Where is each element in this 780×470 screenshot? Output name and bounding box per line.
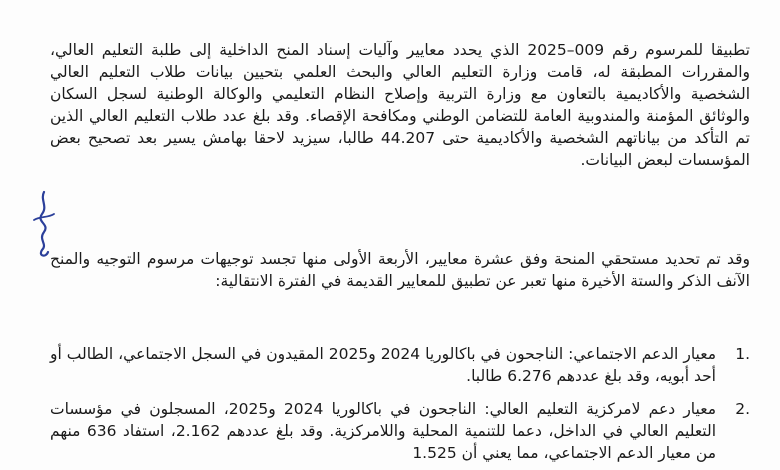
list-item-number: 2. <box>735 400 750 418</box>
paragraph-intro: تطبيقا للمرسوم رقم 009–2025 الذي يحدد معايير وآليات إسناد المنح الداخلية إلى طلبة التعليم العالي، والمقررات المطبقة له، قامت وزارة التعليم العالي والبحث العلمي بتحيين بيانات طلاب التعليم العالي الشخصية والأكاديمية بالتعاون مع وزارة التربية وإصلاح النظام التعليمي والوكالة الوطنية لسجل السكان والوثائق المؤمنة والمندوبية العامة للتضامن الوطني ومكافحة الإقصاء. وقد بلغ عدد طلاب التعليم العالي الذين تم التأكد من بياناتهم الشخصية والأكاديمية حتى 44.207 طالبا، سيزيد لاحقا بهامش يسير بعد تصحيح بعض المؤسسات لبعض البيانات. <box>50 41 750 169</box>
list-item-number: 1. <box>735 345 750 363</box>
signature-mark <box>26 190 60 260</box>
list-item-text: معيار دعم لامركزية التعليم العالي: الناجحون في باكالوريا 2024 و2025، المسجلون في مؤسسات التعليم العالي في الداخل، دعما للتنمية المحلية واللامركزية. وقد بلغ عددهم 2.162، استفاد 636 منهم من معيار الدعم الاجتماعي، مما يعني أن 1.525 <box>50 400 717 462</box>
list-item-text: معيار الدعم الاجتماعي: الناجحون في باكالوريا 2024 و2025 المقيدون في السجل الاجتماعي، الطالب أو أحد أبويه، وقد بلغ عددهم 6.276 طالبا. <box>50 345 716 385</box>
paragraph-criteria: وقد تم تحديد مستحقي المنحة وفق عشرة معايير، الأربعة الأولى منها تجسد توجيهات مرسوم التوجيه والمنح الآنف الذكر والستة الأخيرة منها تعبر عن تطبيق للمعايير القديمة في الفترة الانتقالية: <box>50 250 750 290</box>
